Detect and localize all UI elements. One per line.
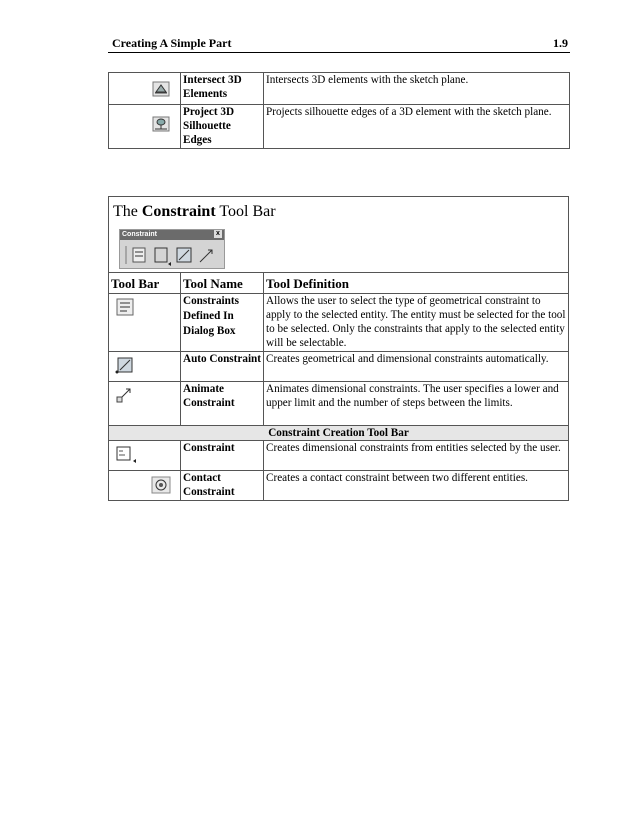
constraint-icon [115, 445, 135, 463]
section-label: Constraint Creation Tool Bar [109, 426, 569, 441]
col-header-definition: Tool Definition [264, 273, 569, 294]
tool-definition: Creates a contact constraint between two different entities. [264, 471, 569, 501]
col-header-toolbar: Tool Bar [109, 273, 181, 294]
tool-definition: Creates geometrical and dimensional constraints automatically. [264, 352, 569, 382]
tool-name: Project 3D Silhouette Edges [181, 105, 264, 149]
table-row [109, 441, 569, 471]
contact-constraint-icon [151, 476, 171, 494]
tool-definition: Projects silhouette edges of a 3D element with the sketch plane. [264, 105, 570, 149]
page-number: 1.9 [553, 36, 568, 50]
close-icon: x [214, 230, 222, 238]
toolbar-caption: Constraint x [120, 230, 224, 240]
page-header [108, 32, 570, 53]
constraint-toolbar-image [119, 229, 225, 269]
section-row [109, 426, 569, 441]
table-row [109, 73, 570, 105]
constraint-toolbar-table [108, 196, 569, 501]
tool-definition: Allows the user to select the type of geometrical constraint to apply to the selected entity. The entity must be selected for the tool to be selected. Only the constraints that apply to the selected entity will be selectable. [264, 294, 569, 352]
tool-definition: Animates dimensional constraints. The user specifies a lower and upper limit and the number of steps between the limits. [264, 382, 569, 426]
tool-name: Auto Constraint [181, 352, 264, 382]
sketch-tools-table [108, 72, 570, 149]
tool-name: Animate Constraint [181, 382, 264, 426]
col-header-name: Tool Name [181, 273, 264, 294]
auto-constraint-icon [115, 356, 135, 374]
table-row [109, 294, 569, 352]
table-row [109, 352, 569, 382]
section-title: The Constraint Tool Bar [113, 203, 276, 220]
tool-definition: Creates dimensional constraints from entities selected by the user. [264, 441, 569, 471]
intersect-3d-icon [151, 80, 171, 98]
constraints-dialog-icon [115, 298, 135, 316]
table-header-row [109, 273, 569, 294]
tool-name: Contact Constraint [181, 471, 264, 501]
tool-name: Intersect 3D Elements [181, 73, 264, 105]
table-row [109, 382, 569, 426]
animate-constraint-icon [115, 386, 135, 404]
page-header-title: Creating A Simple Part [112, 36, 232, 50]
table-row [109, 471, 569, 501]
toolbar-icons [124, 244, 220, 266]
project-silhouette-icon [151, 115, 171, 133]
tool-name: Constraint [181, 441, 264, 471]
tool-definition: Intersects 3D elements with the sketch plane. [264, 73, 570, 105]
tool-name: Constraints Defined In Dialog Box [181, 294, 264, 352]
table-row [109, 105, 570, 149]
